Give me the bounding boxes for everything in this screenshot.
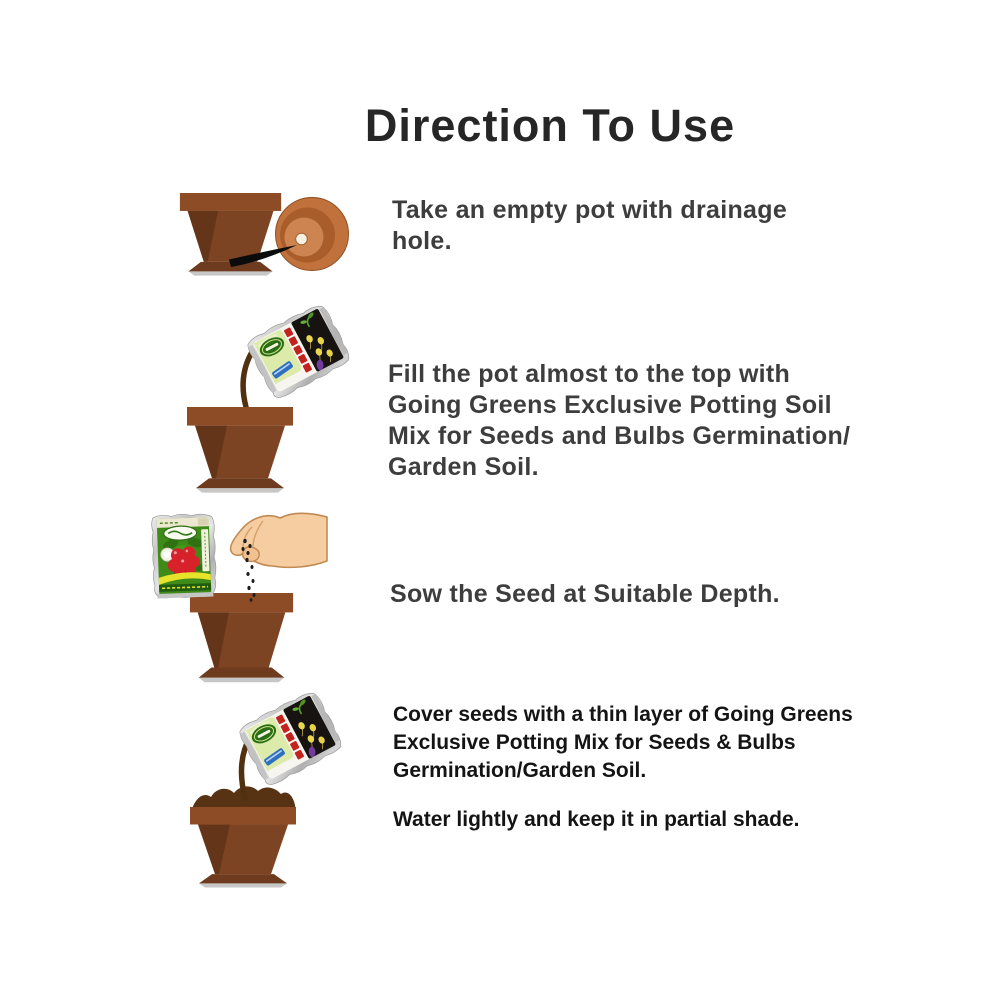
bag-covering-seeds-in-soil-pot-icon xyxy=(140,680,410,898)
text-line: Water lightly and keep it in partial shade. xyxy=(393,808,800,831)
text-line: Garden Soil. xyxy=(388,453,539,481)
tilted-pot-drainage-view-icon xyxy=(276,198,349,271)
text-line: Going Greens Exclusive Potting Soil xyxy=(388,391,832,419)
text-line: Sow the Seed at Suitable Depth. xyxy=(390,580,780,608)
hand-sowing-seeds-from-packet-icon xyxy=(140,500,405,695)
step-4-water-text xyxy=(393,806,853,834)
text-line: hole. xyxy=(392,227,452,255)
drainage-hole xyxy=(296,233,308,245)
potting-mix-bag-icon xyxy=(236,688,345,789)
text-line: Mix for Seeds and Bulbs Germination/ xyxy=(388,422,851,450)
pot-icon xyxy=(187,407,293,493)
empty-pot-with-drainage-hole-icon xyxy=(140,180,405,305)
seed-packet-icon xyxy=(151,513,217,599)
page-title: Direction To Use xyxy=(364,100,736,151)
step-3-text xyxy=(390,579,780,610)
potting-mix-bag-icon xyxy=(244,301,353,402)
step-1-text xyxy=(392,195,787,257)
text-line: Take an empty pot with drainage xyxy=(392,196,788,224)
pouring-soil-stream xyxy=(243,352,252,407)
pot-icon xyxy=(190,593,293,682)
pot-icon xyxy=(190,807,296,888)
text-line: Exclusive Potting Mix for Seeds & Bulbs xyxy=(393,731,796,754)
text-line: Fill the pot almost to the top with xyxy=(388,360,791,388)
text-line: Cover seeds with a thin layer of Going Greens xyxy=(393,703,853,726)
step-4-text xyxy=(393,701,853,834)
step-2-text xyxy=(388,359,850,483)
step-4-cover-text xyxy=(393,701,853,785)
potting-mix-bag-pouring-into-pot-icon xyxy=(140,290,405,505)
text-line: Germination/Garden Soil. xyxy=(393,759,647,782)
